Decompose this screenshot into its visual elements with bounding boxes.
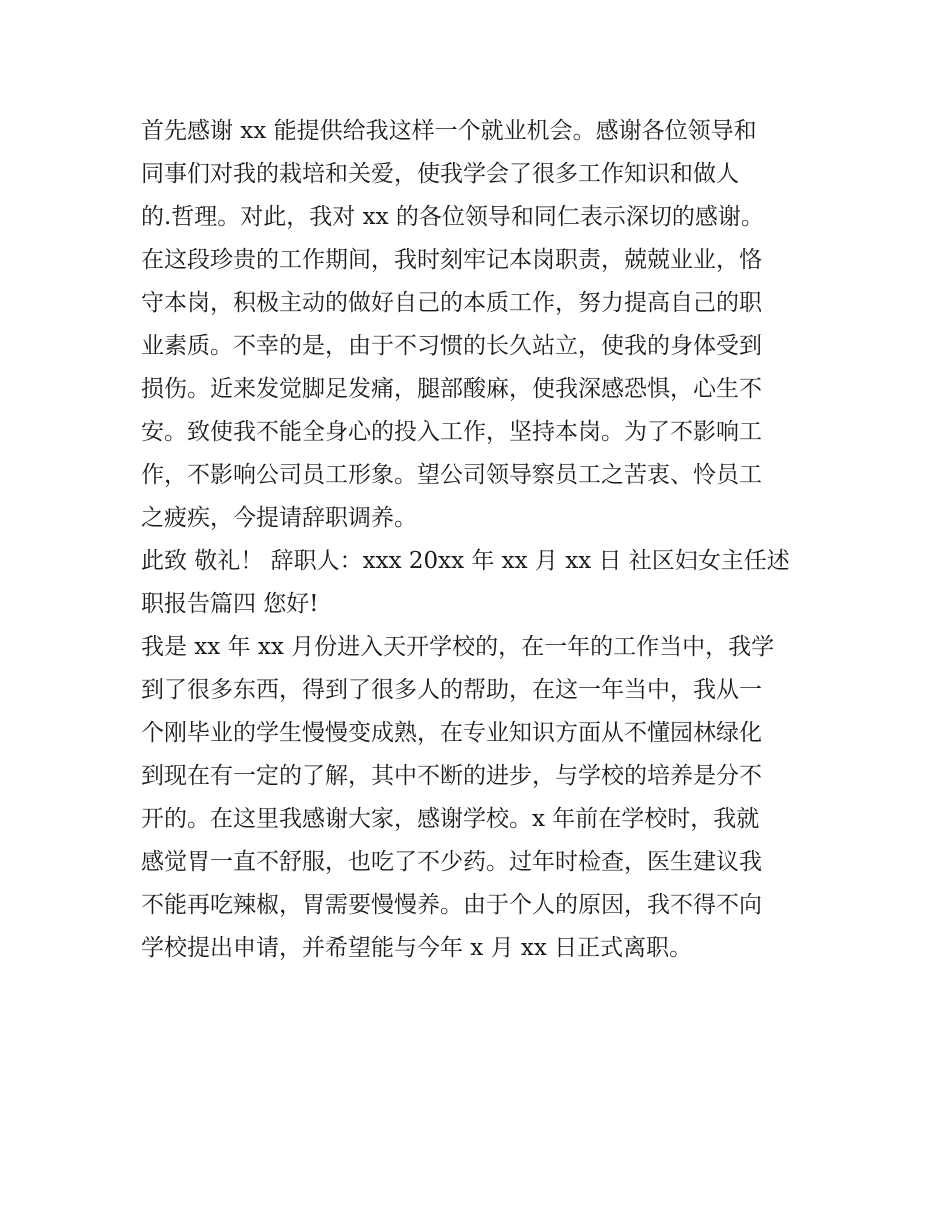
text-line: 学校提出申请，并希望能与今年 x 月 xx 日正式离职。: [141, 935, 693, 961]
text-line: 之疲疾，今提请辞职调养。: [141, 505, 417, 531]
text-line: 不能再吃辣椒，胃需要慢慢养。由于个人的原因，我不得不向: [141, 892, 762, 918]
text-line: 的.哲理。对此，我对 xx 的各位领导和同仁表示深切的感谢。: [141, 204, 764, 230]
text-line: 职报告篇四 您好!: [141, 591, 319, 617]
document-body: [141, 110, 821, 970]
text-line: 在这段珍贵的工作期间，我时刻牢记本岗职责，兢兢业业，恪: [141, 247, 762, 273]
text-line: 到了很多东西，得到了很多人的帮助，在这一年当中，我从一: [141, 677, 762, 703]
text-line: 损伤。近来发觉脚足发痛，腿部酸麻，使我深感恐惧，心生不: [141, 376, 762, 402]
text-line: 守本岗，积极主动的做好自己的本质工作，努力提高自己的职: [141, 290, 762, 316]
text-line: 业素质。不幸的是，由于不习惯的长久站立，使我的身体受到: [141, 333, 762, 359]
text-line: 我是 xx 年 xx 月份进入天开学校的，在一年的工作当中，我学: [141, 634, 775, 660]
text-line: 开的。在这里我感谢大家，感谢学校。x 年前在学校时，我就: [141, 806, 760, 832]
text-line: 安。致使我不能全身心的投入工作，坚持本岗。为了不影响工: [141, 419, 762, 445]
text-line: 到现在有一定的了解，其中不断的进步，与学校的培养是分不: [141, 763, 762, 789]
text-line: 首先感谢 xx 能提供给我这样一个就业机会。感谢各位领导和: [141, 118, 757, 144]
text-line: 感觉胃一直不舒服，也吃了不少药。过年时检查，医生建议我: [141, 849, 762, 875]
text-line: 个刚毕业的学生慢慢变成熟，在专业知识方面从不懂园林绿化: [141, 720, 762, 746]
text-line: 作，不影响公司员工形象。望公司领导察员工之苦衷、怜员工: [141, 462, 762, 488]
text-line: 同事们对我的栽培和关爱，使我学会了很多工作知识和做人: [141, 161, 739, 187]
text-line: 此致 敬礼！ 辞职人：xxx 20xx 年 xx 月 xx 日 社区妇女主任述: [141, 548, 790, 574]
